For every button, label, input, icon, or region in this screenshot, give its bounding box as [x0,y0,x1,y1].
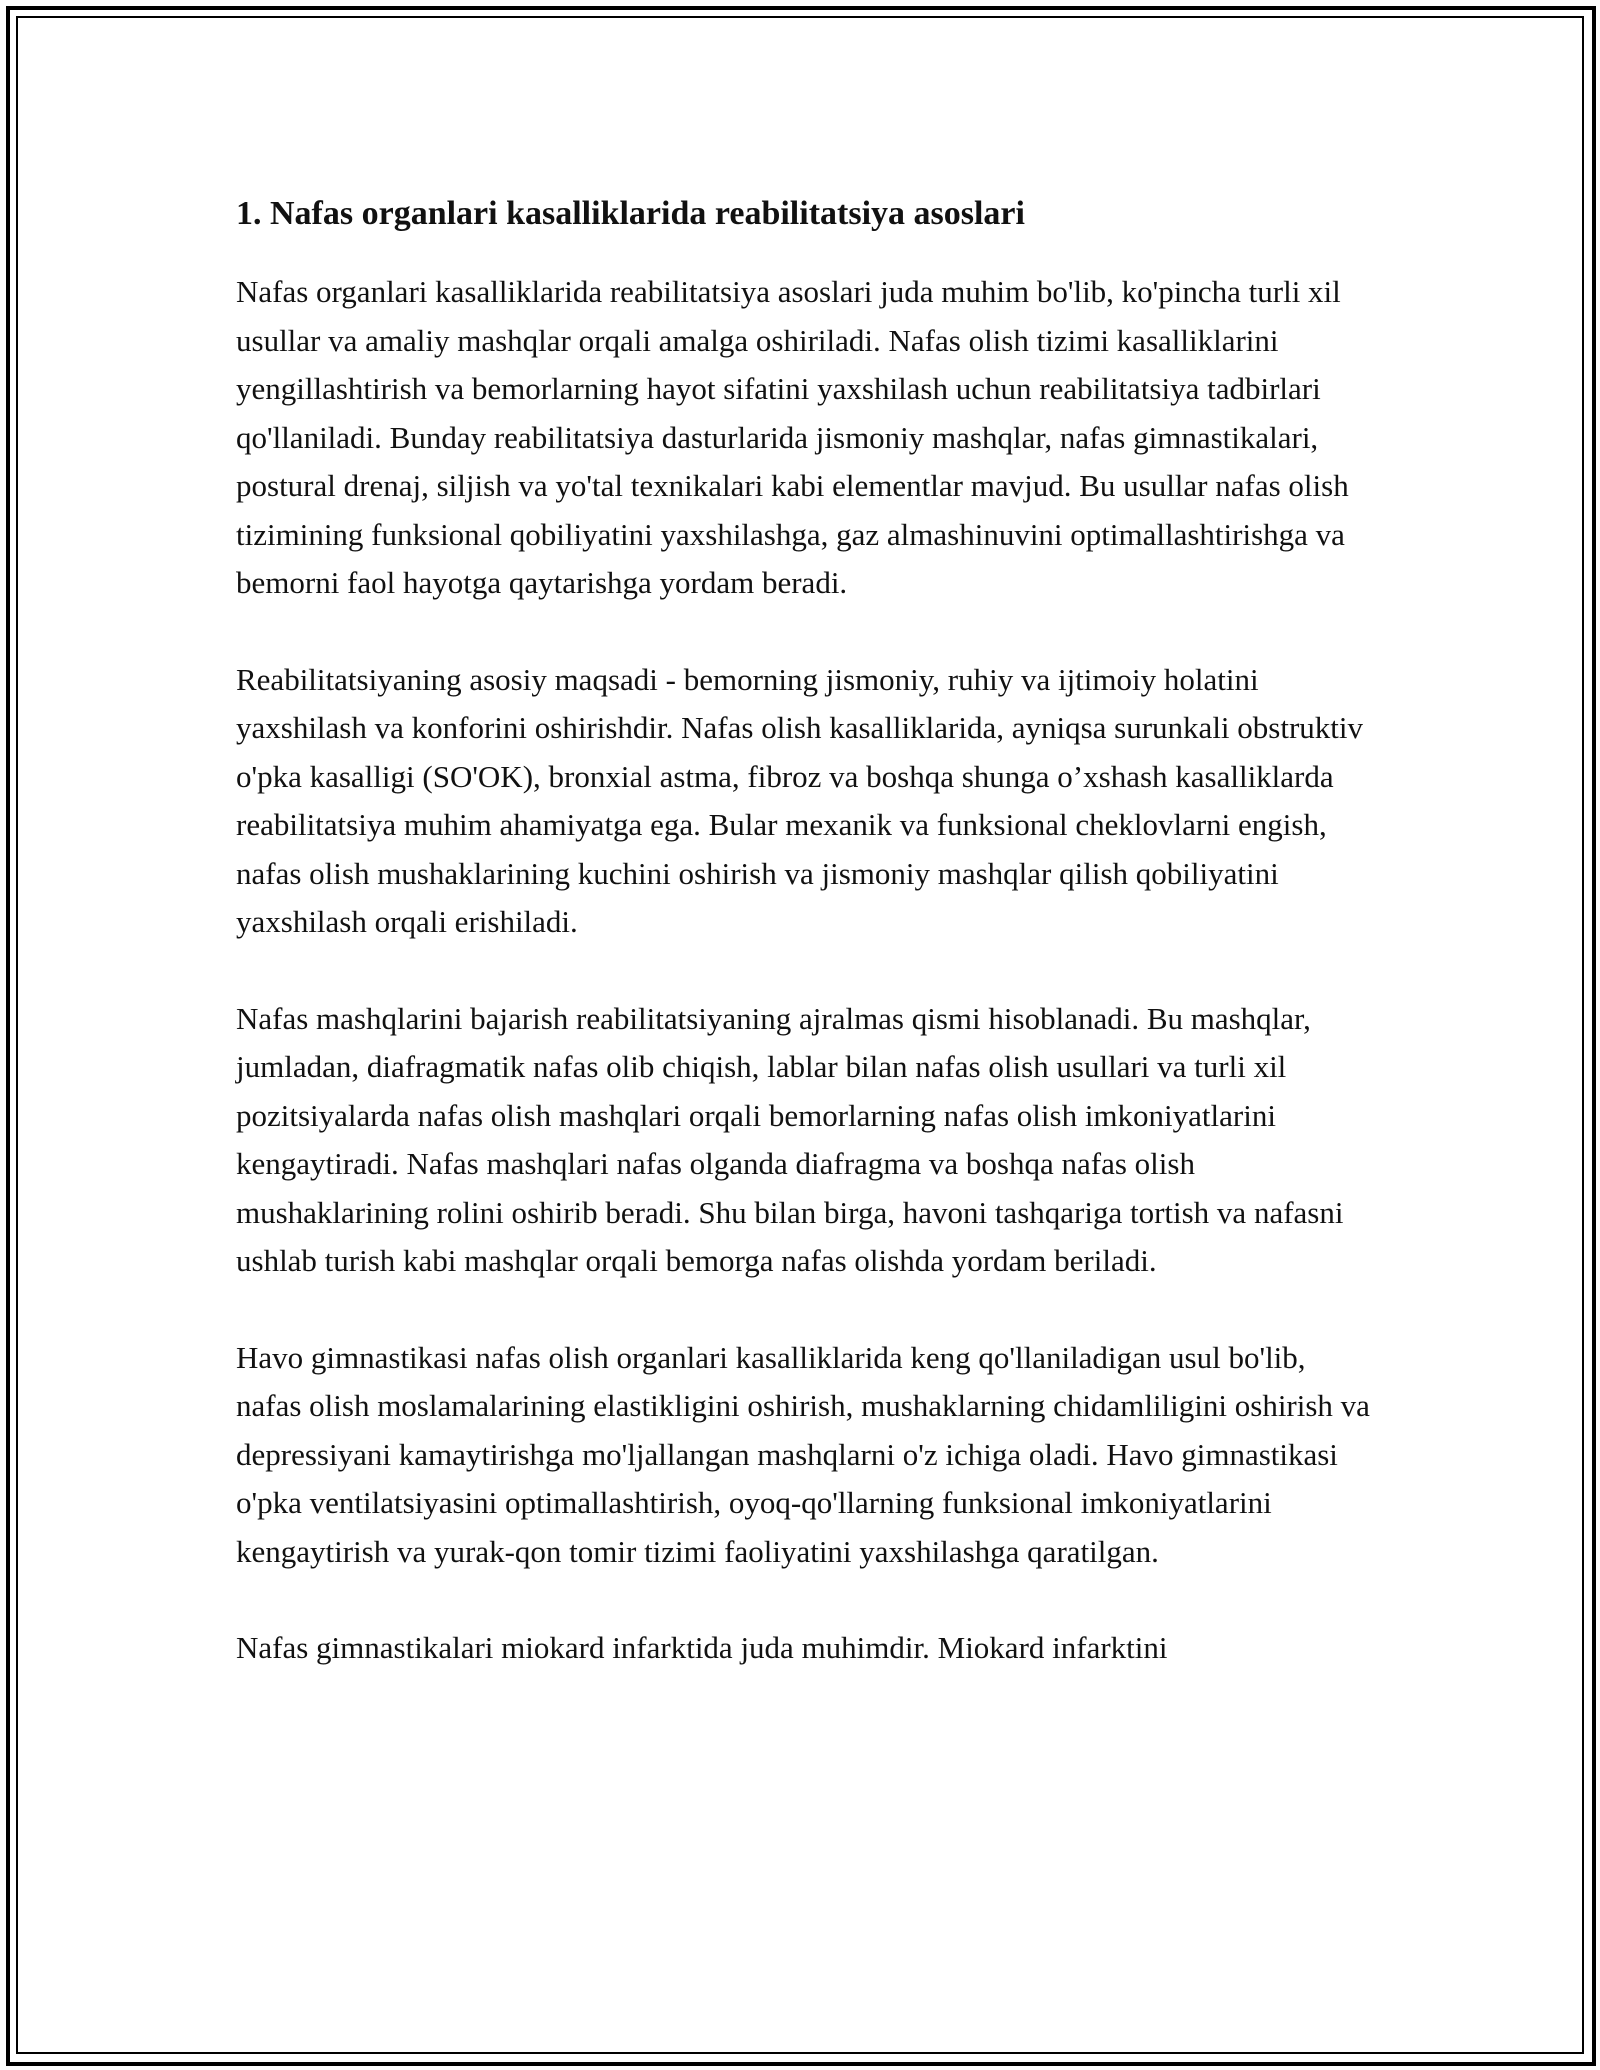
paragraph-1: Nafas organlari kasalliklarida reabilitatsiya asoslari juda muhim bo'lib, ko'pincha turli xil usullar va amaliy mashqlar orqali amalga oshiriladi. Nafas olish tizimi kasalliklarini yengillashtirish va bemorlarning hayot sifatini yaxshilash uchun reabilitatsiya tadbirlari qo'llaniladi. Bunday reabilitatsiya dasturlarida jismoniy mashqlar, nafas gimnastikalari, postural drenaj, siljish va yo'tal texnikalari kabi elementlar mavjud. Bu usullar nafas olish tizimining funksional qobiliyatini yaxshilashga, gaz almashinuvini optimallashtirishga va bemorni faol hayotga qaytarishga yordam beradi. [236,274,1349,600]
section-heading: 1. Nafas organlari kasalliklarida reabilitatsiya asoslari [236,195,1025,232]
paragraph-2: Reabilitatsiyaning asosiy maqsadi - bemorning jismoniy, ruhiy va ijtimoiy holatini yaxshilash va konforini oshirishdir. Nafas olish kasalliklarida, ayniqsa surunkali obstruktiv o'pka kasalligi (SO'OK), bronxial astma, fibroz va boshqa shunga o’xshash kasalliklarda reabilitatsiya muhim ahamiyatga ega. Bular mexanik va funksional cheklovlarni engish, nafas olish mushaklarining kuchini oshirish va jismoniy mashqlar qilish qobiliyatini yaxshilash orqali erishiladi. [236,661,1364,939]
paragraph-3: Nafas mashqlarini bajarish reabilitatsiyaning ajralmas qismi hisoblanadi. Bu mashqlar, jumladan, diafragmatik nafas olib chiqish, lablar bilan nafas olish usullari va turli xil pozitsiyalarda nafas olish mashqlari orqali bemorlarning nafas olish imkoniyatlarini kengaytiradi. Nafas mashqlari nafas olganda diafragma va boshqa nafas olish mushaklarining rolini oshirib beradi. Shu bilan birga, havoni tashqariga tortish va nafasni ushlab turish kabi mashqlar orqali bemorga nafas olishda yordam beriladi. [236,1000,1344,1278]
paragraph-4: Havo gimnastikasi nafas olish organlari kasalliklarida keng qo'llaniladigan usul bo'lib, nafas olish moslamalarining elastikligini oshirish, mushaklarning chidamliligini oshirish va depressiyani kamaytirishga mo'ljallangan mashqlarni o'z ichiga oladi. Havo gimnastikasi o'pka ventilatsiyasini optimallashtirish, oyoq-qo'llarning funksional imkoniyatlarini kengaytirish va yurak-qon tomir tizimi faoliyatini yaxshilashga qaratilgan. [236,1339,1370,1569]
paragraph-5: Nafas gimnastikalari miokard infarktida juda muhimdir. Miokard infarktini [236,1630,1168,1665]
document-body [236,190,1376,1721]
